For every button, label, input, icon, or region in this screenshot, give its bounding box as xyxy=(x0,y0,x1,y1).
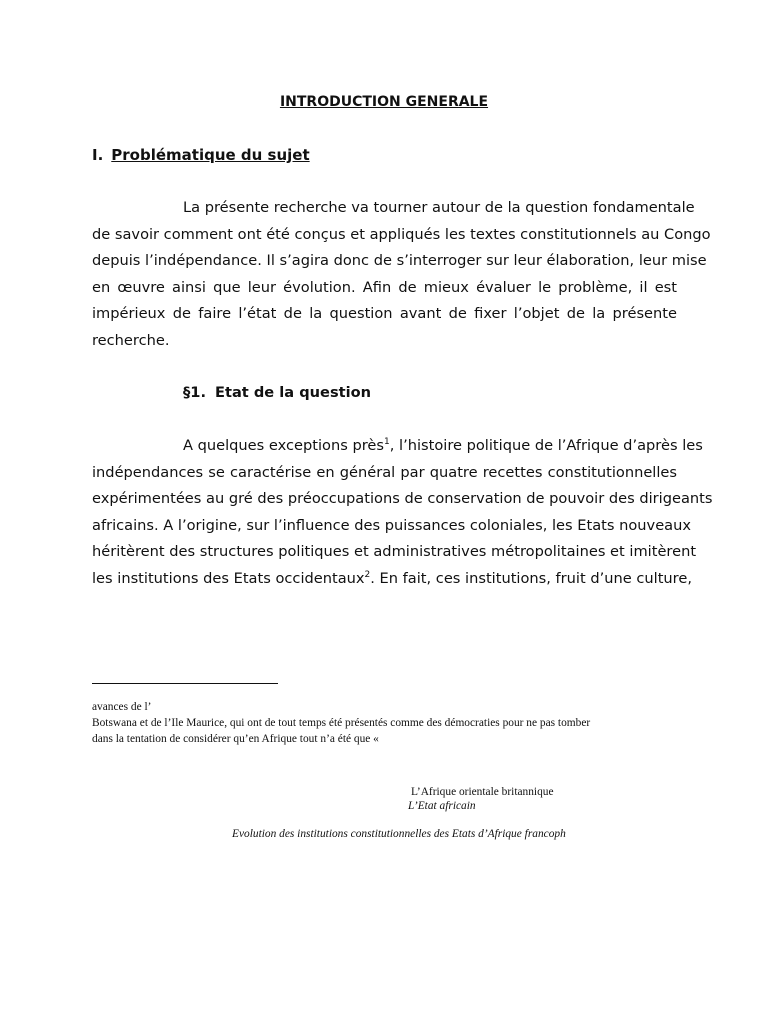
line-text: A quelques exceptions près xyxy=(183,437,384,454)
section-title: Problématique du sujet xyxy=(111,146,310,164)
paragraph-line: africains. A l’origine, sur l’influence des puissances coloniales, les Etats nouveaux xyxy=(92,516,691,534)
paragraph-line: expérimentées au gré des préoccupations de conservation de pouvoir des dirigeants xyxy=(92,490,713,508)
footnote-reference: L’Etat africain xyxy=(408,800,476,812)
footnote-reference: L’Afrique orientale britannique xyxy=(411,786,554,798)
paragraph-line: héritèrent des structures politiques et administratives métropolitaines et imitèrent xyxy=(92,543,697,561)
section-heading xyxy=(92,146,310,164)
footnote-ref[interactable]: 2 xyxy=(364,570,371,581)
paragraph-line: depuis l’indépendance. Il s’agira donc de s’interroger sur leur élaboration, leur mise xyxy=(92,252,707,270)
section-number: I. xyxy=(92,146,104,164)
paragraph-line xyxy=(92,433,703,460)
paragraph-etat-question xyxy=(92,433,713,593)
footnote-line: avances de l’ xyxy=(92,701,152,713)
line-text: , l’histoire politique de l’Afrique d’après les xyxy=(389,437,703,454)
paragraph-line: de savoir comment ont été conçus et appliqués les textes constitutionnels au Congo xyxy=(92,225,711,243)
line-text: . En fait, ces institutions, fruit d’une culture, xyxy=(370,569,692,587)
subsection-title: Etat de la question xyxy=(215,384,372,401)
paragraph-line: en œuvre ainsi que leur évolution. Afin de mieux évaluer le problème, il est xyxy=(92,278,677,296)
paragraph-problematique xyxy=(92,195,711,355)
subsection-heading xyxy=(183,384,371,401)
subsection-number: §1. xyxy=(183,384,206,401)
footnote-line: dans la tentation de considérer qu’en Afrique tout n’a été que « xyxy=(92,733,379,745)
paragraph-line: indépendances se caractérise en général par quatre recettes constitutionnelles xyxy=(92,463,677,481)
footnote-separator xyxy=(92,683,278,684)
footnote-ref[interactable]: 1 xyxy=(384,437,390,448)
footnote-line: Botswana et de l’Ile Maurice, qui ont de tout temps été présentés comme des démocraties pour ne pas tomber xyxy=(92,717,591,729)
paragraph-line: impérieux de faire l’état de la question avant de fixer l’objet de la présente xyxy=(92,305,677,323)
line-text: les institutions des Etats occidentaux xyxy=(92,569,365,587)
paragraph-line: La présente recherche va tourner autour de la question fondamentale xyxy=(183,199,695,216)
document-title: INTRODUCTION GENERALE xyxy=(279,94,489,110)
paragraph-line: recherche. xyxy=(92,331,170,349)
paragraph-line xyxy=(92,566,692,593)
footnote-reference: Evolution des institutions constitutionnelles des Etats d’Afrique francoph xyxy=(232,828,566,840)
